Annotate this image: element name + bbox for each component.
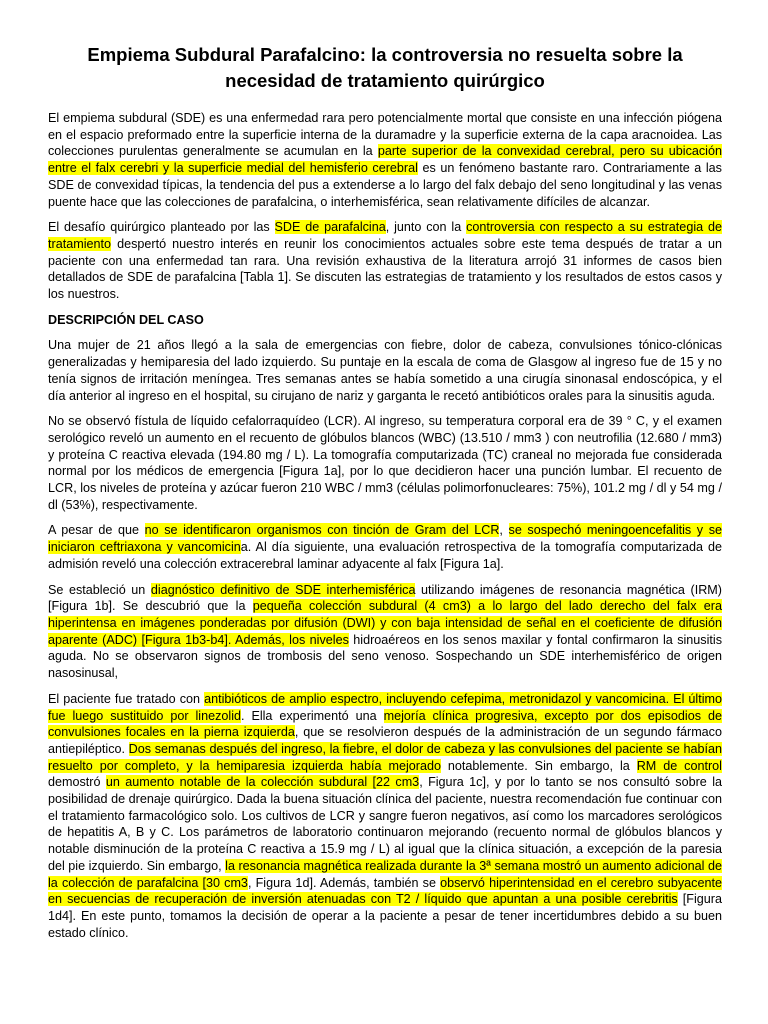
text-run: El empiema subdural (SDE) es una enfermedad rara pero potencialmente mortal que consiste en una infección piógena en el espacio preformado entre la superficie interna de la duramadre y la superficie externa de la capa aracnoidea. Las colecciones purulentas generalmente se acumulan en la <box>48 111 722 159</box>
text-run: , <box>499 523 509 538</box>
section-heading-text: DESCRIPCIÓN DEL CASO <box>48 312 204 327</box>
paragraph-intro <box>48 110 722 210</box>
paragraph-diagnosis <box>48 582 722 682</box>
highlighted-text: pequeña colección subdural (4 cm3) a lo largo del lado derecho del falx era hiperintensa en imágenes ponderadas por difusión (DWI) y con baja intensidad de señal en el coeficiente de difusión aparente (ADC) [Figura 1b3-b4]. Además, los niveles <box>48 599 722 647</box>
text-run: . Ella experimentó una <box>241 708 384 723</box>
paragraph-treatment <box>48 691 722 942</box>
text-run: , Figura 1d]. Además, también se <box>247 875 441 890</box>
highlighted-text: se sospechó meningoencefalitis y se iniciaron ceftriaxona y vancomicin <box>48 523 722 555</box>
text-run: es un fenómeno bastante raro. Contrariamente a las SDE de convexidad típicas, la tendencia del pus a extenderse a lo largo del falx debajo del seno longitudinal y las venas puente hace que las colecciones de parafalcina, o interhemisférica, sean relativamente difíciles de alcanzar. <box>48 161 722 209</box>
text-run: A pesar de que <box>48 523 145 538</box>
highlighted-text: RM de control <box>636 758 722 773</box>
highlighted-text: SDE de parafalcina <box>274 220 386 235</box>
highlighted-text: mejoría clínica progresiva, excepto por dos episodios de convulsiones focales en la pierna izquierda <box>48 708 722 740</box>
highlighted-text: no se identificaron organismos con tinción de Gram del LCR <box>144 523 500 538</box>
paragraph-gram-stain <box>48 522 722 572</box>
highlighted-text: antibióticos de amplio espectro, incluyendo cefepima, metronidazol y vancomicina. El último fue luego sustituido por linezolid <box>48 691 723 723</box>
highlighted-text: controversia con respecto a su estrategia de tratamiento <box>48 220 722 251</box>
text-run: El paciente fue tratado con <box>48 691 205 706</box>
text-run: Se estableció un <box>48 582 151 597</box>
text-run: notablemente. Sin embargo, la <box>440 758 637 773</box>
highlighted-text: observó hiperintensidad en el cerebro subyacente en secuencias de recuperación de inversión atenuadas con T2 / líquido que apuntan a una posible cerebritis <box>48 875 722 907</box>
paragraph-presentation <box>48 337 722 404</box>
section-heading-case <box>48 312 722 329</box>
highlighted-text: Dos semanas después del ingreso, la fiebre, el dolor de cabeza y las convulsiones del paciente se habían resuelto por completo, y la hemiparesia izquierda había mejorado <box>48 741 723 773</box>
highlighted-text: un aumento notable de la colección subdural [22 cm3 <box>105 775 420 790</box>
text-run: a. Al día siguiente, una evaluación retrospectiva de la tomografía computarizada de admisión reveló una colección extracerebral laminar adyacente al falx [Figura 1a]. <box>48 540 722 571</box>
text-run: hidroaéreos en los senos maxilar y fontal confirmaron la sinusitis aguda. No se observaron signos de trombosis del seno venoso. Sospechando un SDE interhemisférico de origen nasosinusal, <box>48 632 722 681</box>
document-title: Empiema Subdural Parafalcino: la controversia no resuelta sobre la necesidad de tratamiento quirúrgico <box>87 44 683 91</box>
text-run: despertó nuestro interés en reunir los conocimientos actuales sobre este tema después de tratar a un paciente con una enfermedad tan rara. Una revisión exhaustiva de la literatura arrojó 31 informes de casos bien detallados de SDE de parafalcina [Tabla 1]. Se discuten las estrategias de tratamiento y los resultados de estos casos y los nuestros. <box>48 236 722 302</box>
text-run: Una mujer de 21 años llegó a la sala de emergencias con fiebre, dolor de cabeza, convulsiones tónico-clónicas generalizadas y hemiparesia del lado izquierdo. Su puntaje en la escala de coma de Glasgow al ingreso fue de 15 y no tenía signos de irritación meníngea. Tres semanas antes se había sometido a una cirugía sinonasal endoscópica, y el día anterior al ingreso en el hospital, su cirujano de nariz y garganta le recetó antibióticos orales para la sinusitis aguda. <box>48 338 722 403</box>
highlighted-text: diagnóstico definitivo de SDE interhemisférica <box>150 582 416 597</box>
paragraph-challenge <box>48 219 722 303</box>
text-run: , que se resolvieron después de la administración de un segundo fármaco antiepiléptico. <box>48 725 722 756</box>
text-run: , Figura 1c], y por lo tanto se nos consultó sobre la posibilidad de drenaje quirúrgico. Dada la buena situación clínica del paciente, nuestra recomendación fue continuar con el tratamiento farmacológico solo. Los cultivos de LCR y sangre fueron negativos, así como los marcadores serológicos de hepatitis A, B y C. Los parámetros de laboratorio continuaron mejorando (recuento normal de glóbulos blancos y notable disminución de la proteína C reactiva a 15.9 mg / L) al igual que la clínica situación, a excepción de la paresia del pie izquierdo. Sin embargo, <box>48 775 722 873</box>
text-run: No se observó fístula de líquido cefalorraquídeo (LCR). Al ingreso, su temperatura corporal era de 39 ° C, y el examen serológico reveló un aumento en el recuento de glóbulos blancos (WBC) (13.510 / mm3 ) con neutrofilia (12.680 / mm3) y proteína C reactiva elevada (194.80 mg / L). La tomografía computarizada (TC) craneal no mejorada fue considerada normal por los médicos de emergencia [Figura 1a], por lo que decidieron hacer una punción lumbar. El recuento de LCR, los niveles de proteína y azúcar fueron 210 WBC / mm3 (células polimorfonucleares: 75%), 101.2 mg / dl y 54 mg / dl (53%), respectivamente. <box>48 414 722 512</box>
paragraph-admission <box>48 413 722 513</box>
text-run: [Figura 1d4]. En este punto, tomamos la decisión de operar a la paciente a pesar de tener incertidumbres debido a su buen estado clínico. <box>48 892 722 940</box>
text-run: demostró <box>48 775 106 790</box>
text-run: utilizando imágenes de resonancia magnética (IRM) [Figura 1b]. Se descubrió que la <box>48 582 722 614</box>
highlighted-text: la resonancia magnética realizada durante la 3ª semana mostró un aumento adicional de la colección de parafalcina [30 cm3 <box>48 858 722 890</box>
text-run: El desafío quirúrgico planteado por las <box>48 220 275 235</box>
highlighted-text: parte superior de la convexidad cerebral, pero su ubicación entre el falx cerebri y la superficie medial del hemisferio cerebral <box>48 144 722 176</box>
text-run: , junto con la <box>385 220 467 235</box>
